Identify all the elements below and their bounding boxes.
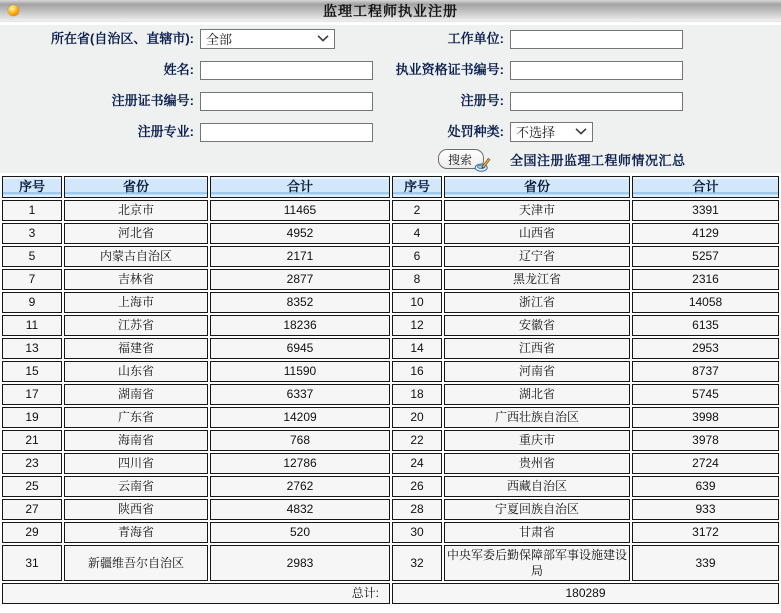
total-cell: 2953 xyxy=(632,338,779,359)
seq-cell: 22 xyxy=(392,430,442,451)
total-cell: 4832 xyxy=(210,499,390,520)
total-cell: 18236 xyxy=(210,315,390,336)
reg-no-input[interactable] xyxy=(510,92,683,111)
table-row xyxy=(2,545,779,581)
seq-cell: 24 xyxy=(392,453,442,474)
form-row-4 xyxy=(0,118,781,146)
total-cell: 3998 xyxy=(632,407,779,428)
total-cell: 933 xyxy=(632,499,779,520)
province-cell: 上海市 xyxy=(64,292,208,313)
col-header-province-right: 省份 xyxy=(444,176,630,198)
table-row xyxy=(2,361,779,382)
province-cell: 甘肃省 xyxy=(444,522,630,543)
province-cell: 西藏自治区 xyxy=(444,476,630,497)
total-cell: 11465 xyxy=(210,200,390,221)
seq-cell: 27 xyxy=(2,499,62,520)
footer-total-value: 180289 xyxy=(392,583,779,604)
province-cell: 北京市 xyxy=(64,200,208,221)
chevron-down-icon xyxy=(575,128,587,135)
total-cell: 2724 xyxy=(632,453,779,474)
province-cell: 中央军委后勤保障部军事设施建设局 xyxy=(444,545,630,581)
province-cell: 新疆维吾尔自治区 xyxy=(64,545,208,581)
name-input[interactable] xyxy=(200,61,373,80)
seq-cell: 14 xyxy=(392,338,442,359)
province-cell: 山西省 xyxy=(444,223,630,244)
search-button-label: 搜索 xyxy=(447,153,472,167)
reg-cert-label: 注册证书编号: xyxy=(111,93,194,108)
province-cell: 河南省 xyxy=(444,361,630,382)
total-cell: 6945 xyxy=(210,338,390,359)
table-row xyxy=(2,476,779,497)
province-cell: 内蒙古自治区 xyxy=(64,246,208,267)
seq-cell: 21 xyxy=(2,430,62,451)
province-cell: 江西省 xyxy=(444,338,630,359)
province-cell: 贵州省 xyxy=(444,453,630,474)
col-header-seq-left: 序号 xyxy=(2,176,62,198)
page-title: 监理工程师执业注册 xyxy=(323,2,458,19)
total-cell: 8737 xyxy=(632,361,779,382)
table-footer-row xyxy=(2,583,779,604)
table-row xyxy=(2,246,779,267)
total-cell: 339 xyxy=(632,545,779,581)
footer-total-label: 总计: xyxy=(2,583,390,604)
work-unit-label: 工作单位: xyxy=(447,31,504,46)
seq-cell: 4 xyxy=(392,223,442,244)
seq-cell: 11 xyxy=(2,315,62,336)
seq-cell: 25 xyxy=(2,476,62,497)
province-cell: 江苏省 xyxy=(64,315,208,336)
province-select[interactable] xyxy=(200,29,335,49)
total-cell: 3391 xyxy=(632,200,779,221)
seq-cell: 26 xyxy=(392,476,442,497)
major-label: 注册专业: xyxy=(137,124,194,139)
province-cell: 四川省 xyxy=(64,453,208,474)
table-row xyxy=(2,338,779,359)
summary-title: 全国注册监理工程师情况汇总 xyxy=(510,152,686,168)
total-cell: 11590 xyxy=(210,361,390,382)
table-row xyxy=(2,522,779,543)
name-label: 姓名: xyxy=(163,62,194,77)
seq-cell: 8 xyxy=(392,269,442,290)
total-cell: 3978 xyxy=(632,430,779,451)
total-cell: 5257 xyxy=(632,246,779,267)
table-row xyxy=(2,269,779,290)
province-cell: 湖南省 xyxy=(64,384,208,405)
total-cell: 14058 xyxy=(632,292,779,313)
form-row-1 xyxy=(0,25,781,53)
total-cell: 2877 xyxy=(210,269,390,290)
table-row xyxy=(2,200,779,221)
province-cell: 广东省 xyxy=(64,407,208,428)
table-row xyxy=(2,430,779,451)
table-row xyxy=(2,453,779,474)
major-input[interactable] xyxy=(200,123,373,142)
total-cell: 8352 xyxy=(210,292,390,313)
total-cell: 2316 xyxy=(632,269,779,290)
province-cell: 黑龙江省 xyxy=(444,269,630,290)
seq-cell: 23 xyxy=(2,453,62,474)
total-cell: 3172 xyxy=(632,522,779,543)
province-cell: 宁夏回族自治区 xyxy=(444,499,630,520)
province-cell: 青海省 xyxy=(64,522,208,543)
province-cell: 浙江省 xyxy=(444,292,630,313)
seq-cell: 12 xyxy=(392,315,442,336)
title-bar xyxy=(0,0,781,22)
qual-cert-label: 执业资格证书编号: xyxy=(395,62,504,77)
total-cell: 4952 xyxy=(210,223,390,244)
seq-cell: 29 xyxy=(2,522,62,543)
seq-cell: 15 xyxy=(2,361,62,382)
seq-cell: 32 xyxy=(392,545,442,581)
total-cell: 639 xyxy=(632,476,779,497)
seq-cell: 13 xyxy=(2,338,62,359)
seq-cell: 7 xyxy=(2,269,62,290)
col-header-total-left: 合计 xyxy=(210,176,390,198)
seq-cell: 5 xyxy=(2,246,62,267)
table-row xyxy=(2,223,779,244)
province-cell: 湖北省 xyxy=(444,384,630,405)
penalty-select[interactable] xyxy=(510,122,593,142)
seq-cell: 19 xyxy=(2,407,62,428)
table-row xyxy=(2,384,779,405)
reg-cert-input[interactable] xyxy=(200,92,373,111)
reg-no-label: 注册号: xyxy=(460,93,504,108)
total-cell: 6135 xyxy=(632,315,779,336)
seq-cell: 30 xyxy=(392,522,442,543)
total-cell: 5745 xyxy=(632,384,779,405)
penalty-label: 处罚种类: xyxy=(447,124,504,139)
seq-cell: 18 xyxy=(392,384,442,405)
search-button[interactable] xyxy=(438,149,484,169)
total-cell: 2983 xyxy=(210,545,390,581)
province-cell: 天津市 xyxy=(444,200,630,221)
table-header-row xyxy=(2,176,779,198)
province-label: 所在省(自治区、直辖市): xyxy=(51,31,194,46)
form-row-actions xyxy=(0,148,781,170)
form-row-3 xyxy=(0,87,781,115)
province-cell: 辽宁省 xyxy=(444,246,630,267)
province-cell: 陕西省 xyxy=(64,499,208,520)
seq-cell: 31 xyxy=(2,545,62,581)
province-cell: 福建省 xyxy=(64,338,208,359)
province-cell: 吉林省 xyxy=(64,269,208,290)
total-cell: 4129 xyxy=(632,223,779,244)
province-select-value: 全部 xyxy=(206,32,233,48)
qual-cert-input[interactable] xyxy=(510,61,683,80)
total-cell: 14209 xyxy=(210,407,390,428)
total-cell: 768 xyxy=(210,430,390,451)
seq-cell: 28 xyxy=(392,499,442,520)
col-header-province-left: 省份 xyxy=(64,176,208,198)
chevron-down-icon xyxy=(317,35,329,42)
seq-cell: 2 xyxy=(392,200,442,221)
work-unit-input[interactable] xyxy=(510,30,683,49)
pen-inkwell-icon xyxy=(474,156,491,172)
total-cell: 2762 xyxy=(210,476,390,497)
province-cell: 云南省 xyxy=(64,476,208,497)
col-header-total-right: 合计 xyxy=(632,176,779,198)
seq-cell: 16 xyxy=(392,361,442,382)
province-cell: 河北省 xyxy=(64,223,208,244)
form-row-2 xyxy=(0,56,781,84)
registry-table-body xyxy=(2,200,779,581)
table-row xyxy=(2,407,779,428)
seq-cell: 1 xyxy=(2,200,62,221)
total-cell: 12786 xyxy=(210,453,390,474)
province-cell: 安徽省 xyxy=(444,315,630,336)
table-row xyxy=(2,292,779,313)
table-row xyxy=(2,315,779,336)
seq-cell: 10 xyxy=(392,292,442,313)
penalty-select-value: 不选择 xyxy=(516,125,556,141)
province-cell: 山东省 xyxy=(64,361,208,382)
table-row xyxy=(2,499,779,520)
seq-cell: 17 xyxy=(2,384,62,405)
col-header-seq-right: 序号 xyxy=(392,176,442,198)
seq-cell: 9 xyxy=(2,292,62,313)
seq-cell: 6 xyxy=(392,246,442,267)
registry-table xyxy=(0,174,781,606)
total-cell: 2171 xyxy=(210,246,390,267)
seq-cell: 3 xyxy=(2,223,62,244)
search-form xyxy=(0,25,781,173)
province-cell: 重庆市 xyxy=(444,430,630,451)
total-cell: 520 xyxy=(210,522,390,543)
total-cell: 6337 xyxy=(210,384,390,405)
province-cell: 广西壮族自治区 xyxy=(444,407,630,428)
province-cell: 海南省 xyxy=(64,430,208,451)
seq-cell: 20 xyxy=(392,407,442,428)
